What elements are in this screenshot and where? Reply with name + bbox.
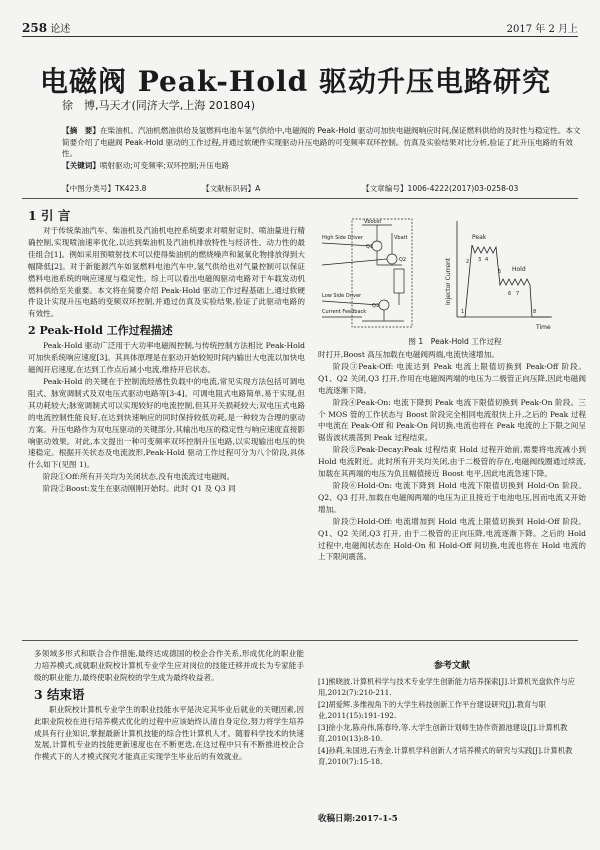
header-left [22,20,70,35]
figure-caption: 图 1 Peak-Hold 工作过程 [408,337,502,346]
references [318,661,586,768]
current-feedback-label: Current Feedback [322,309,367,315]
paragraph: 阶段⑥Hold-On: 电流下降到 Hold 电流下限值切换到 Hold-On 阶段。Q2、Q3 打开,加载在电磁阀两端的电压为正且接近于电池电压,因而电流又开始增加。 [318,480,586,514]
hold-label: Hold [512,266,526,273]
page-number: 258 [22,21,48,35]
paragraph: 阶段④Peak-On: 电流下降到 Peak 电流下限值切换到 Peak-On 阶段。三个 MOS 管的工作状态与 Boost 阶段完全相同电流很快上升,之后的 Peak 过程中电流在 Peak-Off 和 Peak-On 间切换,电流也将在 Peak 电流的上下限之间呈锯齿波状震荡到 Peak 过程结束。 [318,397,586,443]
time-axis-label: Time [536,324,551,331]
peak-hold-figure [322,213,587,338]
paragraph: 时打开,Boost 高压加载在电磁阀两端,电流快速增加。 [318,350,499,359]
header-date: 2017 年 2 月上 [506,24,578,35]
section-1-title: 1 引 言 [28,208,71,223]
references-title: 参考文献 [433,661,470,671]
section-2-title: 2 Peak-Hold 工作过程描述 [28,324,173,338]
authors: 徐 博,马天才(同济大学,上海 201804) [62,99,256,112]
bottom-left-column [34,648,304,763]
abstract [62,125,582,171]
stage-7-marker: 7 [516,291,520,297]
paragraph: 阶段⑦Hold-Off: 电流增加到 Hold 电流上限值切换到 Hold-Off 阶段。Q1、Q2 关闭,Q3 打开, 由于二极管的正向压降,电流逐渐下降。之后的 Hold 过程中,电磁阀状态在 Hold-On 和 Hold-Off 间切换,电流也将在 Hold 电流的上下限间震荡。 [318,516,586,562]
vbatt-label: Vbatt [394,235,408,241]
keywords: 喷射驱动;可变频率;双环控制;升压电路 [99,160,230,170]
top-divider [22,198,578,199]
reference-item: [3]徐小龙,陈舟伟,陈春玲,等.大学生创新计划师生协作资源池建设[J].计算机教育,2010(13):8-10. [318,722,568,743]
paragraph: 阶段③Peak-Off: 电流达到 Peak 电流上限值切换到 Peak-Off 阶段。Q1、Q2 关闭,Q3 打开,作用在电磁阀两端的电压为二极管正向压降,因此电磁阀电流逐渐下降。 [318,361,586,395]
running-header [22,20,578,37]
q2-transistor [387,254,397,264]
reference-item: [1]熊晓波.计算机科学与技术专业学生创新能力培养探索[J].计算机光盘软件与应用,2012(7):210-211. [318,676,576,697]
paragraph: 职业院校计算机专业学生的职业技能水平是决定其毕业后就业的关键因素,因此职业院校在进行培养模式优化的过程中应该始终认清自身定位,努力将学生培养成具有行业知识,掌握最新计算机技能的综合性计算机人才。随着科学技术的快速发展,计算机专业的技能更新速度也在不断更迭,在这过程中只有不断推进校企合作模式下的人才模式探究才能真正实现学生毕业后的有效就业。 [34,704,304,762]
q2-label: Q2 [399,257,407,263]
high-side-label: High Side Driver [322,235,363,241]
stage-3-marker: 3 [478,257,482,263]
low-side-label: Low Side Driver [322,293,362,299]
paragraph: Peak-Hold 驱动广泛用于大功率电磁阀控制,与传统控制方法相比 Peak-Hold 可加快系统响应速度[3]。其具体原理是在驱动开始较短时间内输出大电流以加快电磁阀开启速度,在达到工作点后减小电流,维持开启状态。 [28,341,305,375]
stage-8-marker: 8 [533,309,537,315]
current-waveform [462,245,550,317]
stage-2-marker: 2 [466,259,470,265]
article-number: 【文章编号】1006-4222(2017)03-0258-03 [362,184,519,193]
q1-transistor [372,241,382,251]
reference-item: [4]孙莉,朱国进,石秀金.计算机学科创新人才培养模式的研究与实践[J].计算机教育,2010(7):15-18. [318,745,573,766]
paragraph: Peak-Hold 的关键在于控制流经感性负载中的电流,常见实现方法包括可调电阻式、脉宽调制式及双电压式驱动电路等[3-4]。可调电阻式电路简单,易于实现,但其功耗较大;脉宽调制式可以实现较好的电流控制,但其开关损耗较大;双电压式电路的电流控制性能良好,在达到快速响应的同时保持较低功耗,是一种较为合理的驱动方案。升压电路作为双电压驱动的关键部分,其输出电压的稳定性与响应速度直接影响驱动效果。对此,本文提出一种可变频率双环控制升压电路,以实现输出电压的快速稳定。根据开关状态及电流波形,Peak-Hold 驱动工作过程可分为八个阶段,具体什么如下(见图 1)。 [28,376,305,470]
abstract-text: 在柴油机、汽油机燃油供给及氢燃料电池车氢气供给中,电磁阀的 Peak-Hold 驱动可加快电磁阀响应时间,保证燃料供给的及时性与稳定性。本文简要介绍了电磁阀 Peak-Hold 驱动的工作过程,并通过软硬件实现驱动升压电路的可变频率双环控制。仿真及实验结果对比分析,验证了此升压电路的有效性。 [62,126,581,158]
q3-transistor [379,300,389,310]
paragraph: 阶段②Boost:发生在驱动刚刚开始时。此时 Q1 及 Q3 同 [43,484,236,494]
header-section: 论述 [50,24,71,35]
paragraph: 对于传统柴油汽车、柴油机及汽油机电控系统要求对喷射定时、喷油量进行精确控制,实现喷油速率优化,以达到柴油机及汽油机排放特性与经济性、动力性的最佳组合[1]。例如采用预喷射技术可以使得柴油机的燃烧噪声和氮氧化物排放得到大幅降低[2]。对于新能源汽车如氢燃料电池汽车中,氢气供给也对气量控制可以保证燃料电池系统的响应速度与稳定性。综上可以看出电磁阀驱动电路对于车载发动机燃料供给至关重要。本文将在简要介绍 Peak-Hold 驱动工作过程基础上,通过软硬件设计实现升压电路的变频双环控制,并通过仿真及实验结果,验证了此驱动电路的有效性。 [28,226,305,319]
left-column [28,205,305,495]
stage-4-marker: 4 [485,257,489,263]
abstract-label: 【摘 要】 [62,126,100,135]
injector-coil [394,269,404,293]
paragraph: 阶段⑤Peak-Decay:Peak 过程结束 Hold 过程开始前,需要将电流减小到 Hold 电流附近。此时所有开关均关闭,由于二极管的存在,电磁阀线圈通过续流,加载在其两端的电压为负且幅值接近 Boost 电平,因此电流急速下降。 [318,445,586,479]
received-date: 收稿日期:2017-1-5 [318,814,398,824]
paragraph: 阶段①Off:所有开关均为关闭状态,没有电流流过电磁阀。 [43,472,235,482]
current-axis-label: Injector Current [445,257,452,305]
q3-label: Q3 [372,303,380,309]
right-column [318,349,586,563]
vboost-label: Vboost [364,219,382,225]
paper-title: 电磁阀 Peak-Hold 驱动升压电路研究 [40,65,551,98]
stage-6-marker: 6 [508,291,512,297]
middle-divider [22,640,578,641]
q1-label: Q1 [366,244,374,250]
peak-label: Peak [472,234,487,241]
stage-1-marker: 1 [461,309,465,315]
paragraph: 多领域多形式和联合合作措施,最终达成德国的校企合作关系,形成优化的职业能力培养模式,成就职业院校计算机专业学生应对岗位的技能迁移并成长为专家能手级的职业能力,最终使职业院校的学生成为最终收益者。 [34,649,304,682]
stage-5-marker: 5 [498,269,502,275]
keywords-label: 【关键词】 [62,160,100,170]
section-3-title: 3 结束语 [34,686,85,702]
clc-number: 【中图分类号】TK423.8 [62,184,147,193]
doc-code: 【文献标识码】A [202,184,261,193]
reference-item: [2]胡爱辉.多维视角下的大学生科技创新工作平台建设研究[J].教育与职业,2011(15):191-192. [318,699,546,720]
